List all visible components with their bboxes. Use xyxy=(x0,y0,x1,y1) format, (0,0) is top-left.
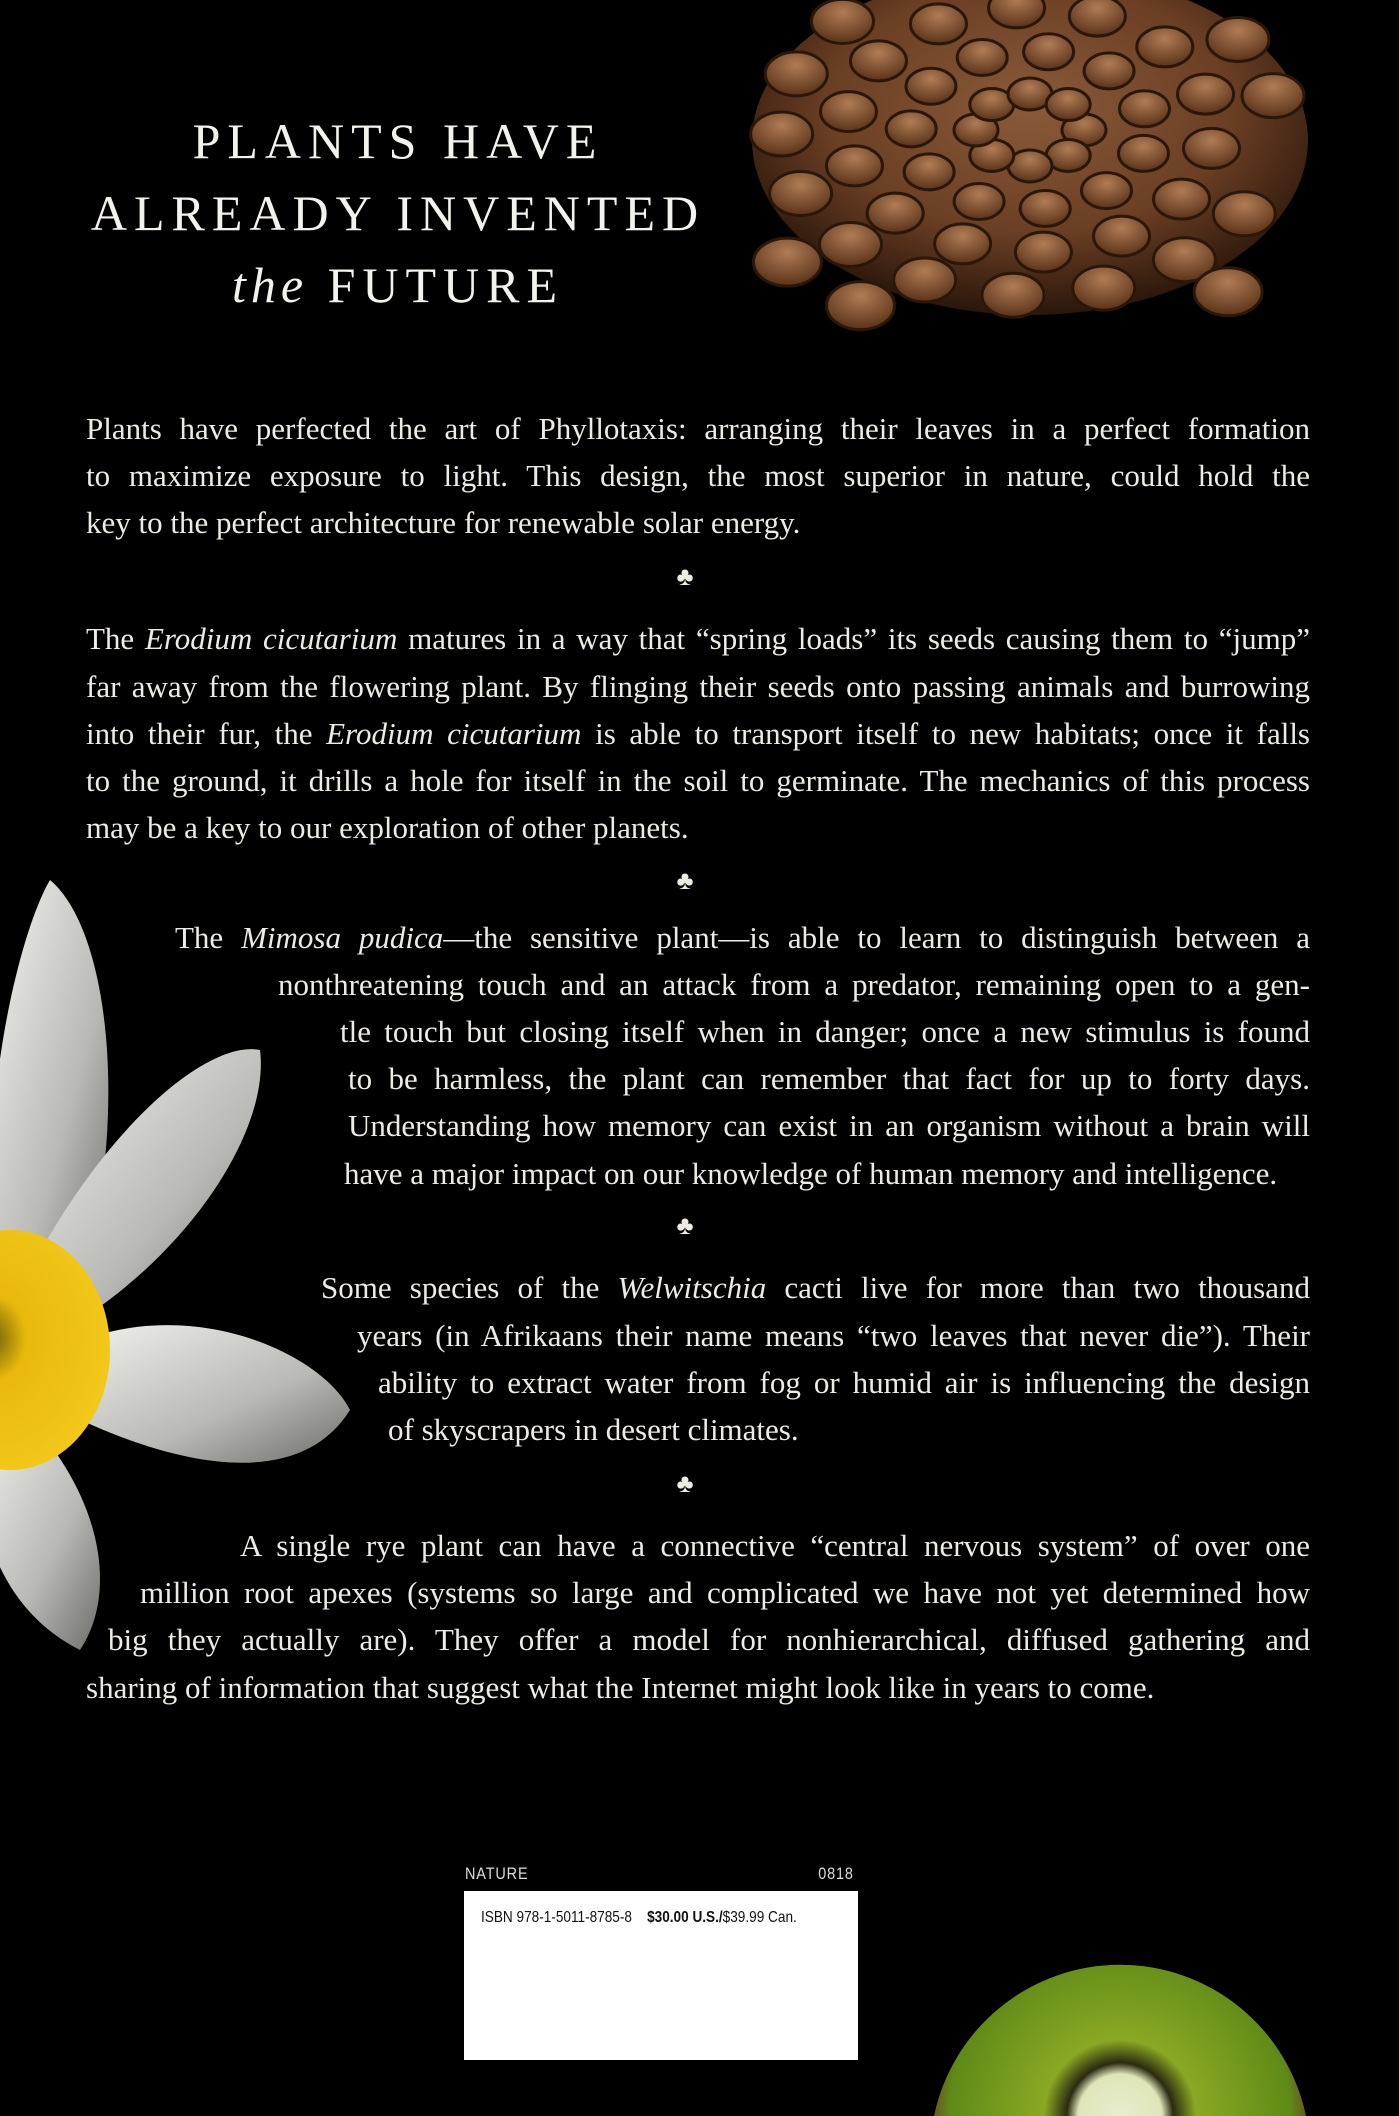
barcode-box xyxy=(464,1891,858,2060)
species-name: Mimosa pudica xyxy=(241,920,444,955)
pinecone-scale xyxy=(1242,74,1304,118)
text-segment: to the ground, it drills a hole for itself in the soil to germinate. The mechanics of this process xyxy=(86,763,1310,798)
title-future: FUTURE xyxy=(327,257,565,313)
text-segment: cacti live for more than two thousand xyxy=(766,1270,1311,1305)
pinecone-scale xyxy=(982,273,1044,317)
paragraph-2-line xyxy=(86,714,1310,754)
isbn-price xyxy=(481,1909,797,1927)
pinecone-scale xyxy=(1207,17,1269,61)
pinecone-scale xyxy=(1178,74,1234,114)
paragraph-3-line xyxy=(348,1059,1310,1099)
pinecone-scale xyxy=(1015,232,1071,272)
ornament-icon: ♣ xyxy=(676,1211,694,1240)
pinecone-scale xyxy=(894,258,956,302)
ornament-icon: ♣ xyxy=(676,866,694,895)
text-segment: The xyxy=(86,621,145,656)
species-name: Welwitschia xyxy=(617,1270,767,1305)
title-line-2: ALREADY INVENTED xyxy=(90,185,706,241)
pinecone-scale xyxy=(820,92,876,132)
pinecone-scale xyxy=(1119,91,1169,127)
text-segment: into their fur, the xyxy=(86,716,327,751)
title-line-1: PLANTS HAVE xyxy=(192,113,604,169)
isbn-number: ISBN 978-1-5011-8785-8 xyxy=(481,1909,632,1926)
pinecone-scale xyxy=(1020,191,1070,227)
text-segment: ability to extract water from fog or humid air is influencing the design xyxy=(378,1365,1310,1400)
pinecone-image xyxy=(740,0,1310,335)
pinecone-scale xyxy=(1137,27,1193,67)
pinecone-scale xyxy=(904,154,954,190)
text-segment: to be harmless, the plant can remember that fact for up to forty days. xyxy=(348,1061,1310,1096)
paragraph-3-line xyxy=(175,918,1310,958)
paragraph-4-line xyxy=(388,1410,1310,1450)
paragraph-2-line xyxy=(86,619,1310,659)
text-segment: —the sensitive plant—is able to learn to distinguish between a xyxy=(443,920,1311,955)
species-name: Erodium cicutarium xyxy=(326,716,582,751)
pinecone-scale xyxy=(1081,173,1131,209)
paragraph-2-line xyxy=(86,667,1310,707)
text-segment: key to the perfect architecture for renewable solar energy. xyxy=(86,505,801,540)
paragraph-4-line xyxy=(321,1268,1310,1308)
paragraph-2-line xyxy=(86,761,1310,801)
text-segment: may be a key to our exploration of other planets. xyxy=(86,810,689,845)
text-segment: of skyscrapers in desert climates. xyxy=(388,1412,799,1447)
paragraph-3-line xyxy=(348,1106,1310,1146)
pinecone-scale xyxy=(850,41,906,81)
text-segment: nonthreatening touch and an attack from a predator, remaining open to a gen- xyxy=(278,967,1310,1002)
pinecone-scale xyxy=(867,193,923,233)
pinecone-scale xyxy=(819,222,881,266)
text-segment: years (in Afrikaans their name means “two leaves that never die”). Their xyxy=(357,1318,1310,1353)
paragraph-3-line xyxy=(344,1154,1310,1194)
paragraph-5-line xyxy=(240,1526,1310,1566)
pinecone-scale xyxy=(765,52,827,96)
text-segment: tle touch but closing itself when in danger; once a new stimulus is found xyxy=(340,1014,1310,1049)
category-code: 0818 xyxy=(818,1864,854,1883)
pinecone-scale xyxy=(1069,0,1125,36)
paragraph-4-line xyxy=(378,1363,1310,1403)
text-segment: matures in a way that “spring loads” its seeds causing them to “jump” xyxy=(397,621,1310,656)
paragraph-5-line xyxy=(140,1573,1310,1613)
species-name: Erodium cicutarium xyxy=(144,621,398,656)
paragraph-5-line xyxy=(86,1668,1310,1708)
text-segment: Understanding how memory can exist in an organism without a brain will xyxy=(348,1108,1310,1143)
text-segment: The xyxy=(175,920,242,955)
pinecone-scale xyxy=(886,111,936,147)
pinecone-scale xyxy=(1046,89,1090,121)
text-segment: million root apexes (systems so large and complicated we have not yet determined how xyxy=(140,1575,1310,1610)
paragraph-1-line xyxy=(86,456,1310,496)
pinecone-scale xyxy=(935,224,991,264)
pinecone-scale xyxy=(1194,268,1262,316)
paragraph-3-line xyxy=(340,1012,1310,1052)
text-segment: have a major impact on our knowledge of human memory and intelligence. xyxy=(344,1156,1278,1191)
pinecone-scale xyxy=(1024,34,1074,70)
text-segment: big they actually are). They offer a model for nonhierarchical, diffused gathering and xyxy=(108,1622,1310,1657)
pinecone-scale xyxy=(1073,266,1135,310)
ornament-icon: ♣ xyxy=(676,562,694,591)
pinecone-scale xyxy=(1213,192,1275,236)
category-label: NATURE xyxy=(465,1864,529,1883)
pinecone-scale xyxy=(910,4,966,44)
text-segment: A single rye plant can have a connective “central nervous system” of over one xyxy=(240,1528,1310,1563)
title-the: the xyxy=(231,257,309,313)
text-segment: is able to transport itself to new habitats; once it falls xyxy=(581,716,1310,751)
paragraph-5-line xyxy=(108,1620,1310,1660)
paragraph-1-line xyxy=(86,503,1310,543)
paragraph-3-line xyxy=(278,965,1310,1005)
pinecone-scale xyxy=(954,184,1004,220)
pinecone-scale xyxy=(1084,53,1134,89)
price-can: $39.99 Can. xyxy=(722,1909,797,1926)
pinecone-scale xyxy=(989,0,1045,28)
pinecone-scale xyxy=(811,0,873,43)
pinecone-scale xyxy=(1118,135,1168,171)
paragraph-4-line xyxy=(357,1316,1310,1356)
text-segment: far away from the flowering plant. By flinging their seeds onto passing animals and burrowing xyxy=(86,669,1310,704)
paragraph-1-line xyxy=(86,409,1310,449)
paragraph-2-line xyxy=(86,808,1310,848)
pinecone-scale xyxy=(827,282,895,330)
price-us: $30.00 U.S./ xyxy=(647,1909,723,1926)
pinecone-scale xyxy=(906,68,956,104)
text-segment: Plants have perfected the art of Phyllotaxis: arranging their leaves in a perfect formation xyxy=(86,411,1310,446)
kiwi-slice-image xyxy=(930,1880,1310,2116)
pinecone-scale xyxy=(1184,128,1240,168)
text-segment: to maximize exposure to light. This design, the most superior in nature, could hold the xyxy=(86,458,1310,493)
text-segment: sharing of information that suggest what the Internet might look like in years to come. xyxy=(86,1670,1155,1705)
title-line-3 xyxy=(0,256,796,314)
pinecone-scale xyxy=(826,146,882,186)
pinecone-scale xyxy=(957,39,1007,75)
ornament-icon: ♣ xyxy=(676,1469,694,1498)
text-segment: Some species of the xyxy=(321,1270,618,1305)
pinecone-scale xyxy=(1154,179,1210,219)
pinecone-scale xyxy=(1094,216,1150,256)
